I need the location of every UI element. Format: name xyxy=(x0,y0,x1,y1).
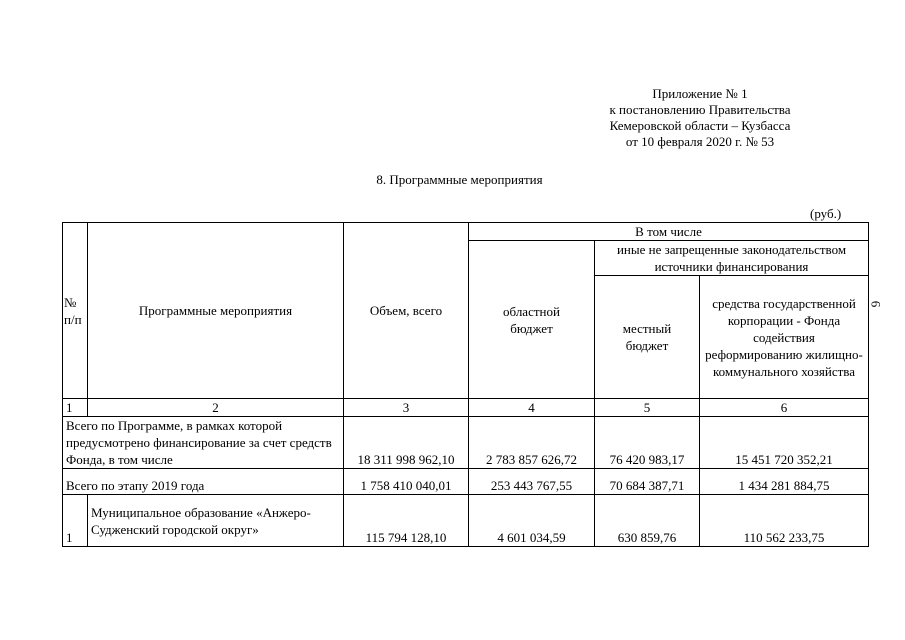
row-name: Муниципальное образование «Анжеро-Судженский городской округ» xyxy=(88,495,344,547)
appendix-line-3: Кемеровской области – Кузбасса xyxy=(609,118,791,133)
row-local: 70 684 387,71 xyxy=(595,469,700,495)
row-regional: 2 783 857 626,72 xyxy=(469,417,595,469)
row-local: 76 420 983,17 xyxy=(595,417,700,469)
row-total: 115 794 128,10 xyxy=(344,495,469,547)
header-row-1 xyxy=(63,223,869,241)
currency-unit: (руб.) xyxy=(810,206,842,221)
header-volume: Объем, всего xyxy=(344,223,469,399)
column-number-2: 2 xyxy=(88,399,344,417)
header-including: В том числе xyxy=(469,223,869,241)
row-number: 1 xyxy=(63,495,88,547)
row-local: 630 859,76 xyxy=(595,495,700,547)
appendix-line-4: от 10 февраля 2020 г. № 53 xyxy=(625,134,775,149)
column-numbers-row xyxy=(63,399,869,417)
row-total: 1 758 410 040,01 xyxy=(344,469,469,495)
row-fund: 110 562 233,75 xyxy=(700,495,869,547)
row-total: 18 311 998 962,10 xyxy=(344,417,469,469)
row-regional: 253 443 767,55 xyxy=(469,469,595,495)
table-row xyxy=(63,417,869,469)
column-number-3: 3 xyxy=(344,399,469,417)
row-fund: 15 451 720 352,21 xyxy=(700,417,869,469)
appendix-line-1: Приложение № 1 xyxy=(652,86,748,101)
program-measures-table xyxy=(62,222,869,547)
section-title: 8. Программные мероприятия xyxy=(376,172,543,187)
table-row xyxy=(63,495,869,547)
header-regional-budget: областной бюджет xyxy=(469,241,595,399)
row-name: Всего по Программе, в рамках которой предусмотрено финансирование за счет средств Фонда, в том числе xyxy=(63,417,344,469)
header-measures: Программные мероприятия xyxy=(88,223,344,399)
table-row xyxy=(63,469,869,495)
row-fund: 1 434 281 884,75 xyxy=(700,469,869,495)
column-number-5: 5 xyxy=(595,399,700,417)
header-other-sources: иные не запрещенные законодательством источники финансирования xyxy=(595,241,869,276)
row-name: Всего по этапу 2019 года xyxy=(63,469,344,495)
column-number-1: 1 xyxy=(63,399,88,417)
header-number: № п/п xyxy=(63,223,88,399)
appendix-block xyxy=(560,86,840,150)
row-regional: 4 601 034,59 xyxy=(469,495,595,547)
page-number: 6 xyxy=(868,300,884,308)
header-local-budget: местный бюджет xyxy=(595,276,700,399)
column-number-6: 6 xyxy=(700,399,869,417)
appendix-line-2: к постановлению Правительства xyxy=(609,102,791,117)
header-fund: средства государственной корпорации - Фонда содействия реформированию жилищно-коммунального хозяйства xyxy=(700,276,869,399)
column-number-4: 4 xyxy=(469,399,595,417)
